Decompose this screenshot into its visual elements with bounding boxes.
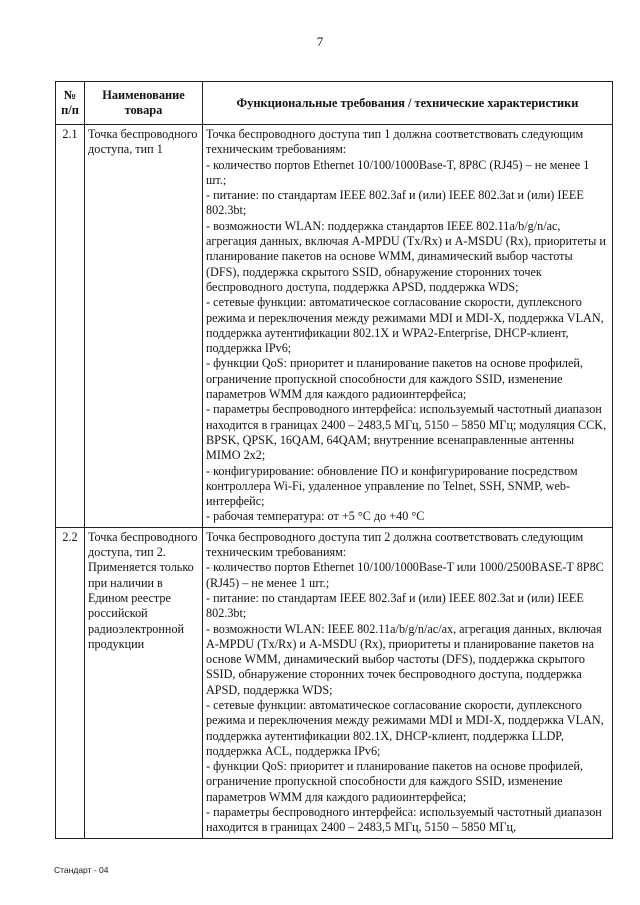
product-name: Точка беспроводного доступа, тип 2. Применяется только при наличии в Едином реестре российской радиоэлектронной продукции <box>85 527 203 838</box>
requirement-line: - возможности WLAN: поддержка стандартов IEEE 802.11a/b/g/n/ac, агрегация данных, включая A-MPDU (Tx/Rx) и A-MSDU (Rx), приоритеты и планирование пакетов на основе WMM, динамический выбор частоты (DFS), поддержка скрытого SSID, обнаружение сторонних точек беспроводного доступа, поддержка APSD, поддержка WDS; <box>206 218 606 294</box>
requirement-line: - питание: по стандартам IEEE 802.3af и (или) IEEE 802.3at и (или) IEEE 802.3bt; <box>206 590 584 621</box>
requirement-line: - сетевые функции: автоматическое согласование скорости, дуплексного режима и переключения между режимами MDI и MDI-X, поддержка VLAN, поддержка аутентификации 802.1X, DHCP-клиент, поддержка LLDP, поддержка ACL, поддержка IPv6; <box>206 697 604 758</box>
table-header-row <box>56 82 613 125</box>
row-number: 2.1 <box>56 125 85 528</box>
requirement-line: - количество портов Ethernet 10/100/1000Base-T или 1000/2500BASE-T 8P8C (RJ45) – не менее 1 шт.; <box>206 560 604 590</box>
requirement-line: - функции QoS: приоритет и планирование пакетов на основе профилей, ограничение пропускной способности для каждого SSID, изменение параметров WMM для каждого радиоинтерфейса; <box>206 356 583 402</box>
table-row <box>56 527 613 838</box>
header-requirements: Функциональные требования / технические характеристики <box>203 82 613 125</box>
header-name: Наименование товара <box>85 82 203 125</box>
requirement-line: - конфигурирование: обновление ПО и конфигурирование посредством контроллера Wi-Fi, удаленное управление по Telnet, SSH, SNMP, web-интерфейс; <box>206 463 578 509</box>
requirement-line: - сетевые функции: автоматическое согласование скорости, дуплексного режима и переключения между режимами MDI и MDI-X, поддержка VLAN, поддержка аутентификации 802.1X и WPA2-Enterprise, DHCP-клиент, поддержка IPv6; <box>206 295 604 356</box>
product-name: Точка беспроводного доступа, тип 1 <box>85 125 203 528</box>
product-requirements <box>203 125 613 528</box>
requirement-line: - возможности WLAN: IEEE 802.11a/b/g/n/ac/ax, агрегация данных, включая A-MPDU (Tx/Rx) и A-MSDU (Rx), приоритеты и планирование пакетов на основе WMM, динамический выбор частоты (DFS), поддержка скрытого SSID, обнаружение сторонних точек беспроводного доступа, поддержка APSD, поддержка WDS; <box>206 621 602 697</box>
row-number: 2.2 <box>56 527 85 838</box>
page-number: 7 <box>316 34 324 49</box>
requirement-line: Точка беспроводного доступа тип 2 должна соответствовать следующим техническим требованиям: <box>206 529 584 560</box>
requirement-line: - параметры беспроводного интерфейса: используемый частотный диапазон находится в границах 2400 – 2483,5 МГц, 5150 – 5850 МГц; модуляция CCK, BPSK, QPSK, 16QAM, 64QAM; внутренние всенаправленные антенны MIMO 2x2; <box>206 402 607 463</box>
footer-label: Стандарт - 04 <box>54 865 109 875</box>
requirement-line: - питание: по стандартам IEEE 802.3af и (или) IEEE 802.3at и (или) IEEE 802.3bt; <box>206 188 584 218</box>
requirement-line: - параметры беспроводного интерфейса: используемый частотный диапазон находится в границах 2400 – 2483,5 МГц, 5150 – 5850 МГц, <box>206 805 602 835</box>
spec-table <box>55 81 613 839</box>
requirement-line: - количество портов Ethernet 10/100/1000Base-T, 8P8C (RJ45) – не менее 1 шт.; <box>206 157 590 187</box>
requirement-line: - рабочая температура: от +5 °С до +40 °С <box>206 509 425 524</box>
requirement-line: - функции QoS: приоритет и планирование пакетов на основе профилей, ограничение пропускной способности для каждого SSID, изменение параметров WMM для каждого радиоинтерфейса; <box>206 759 583 804</box>
product-requirements <box>203 527 613 838</box>
requirement-line: Точка беспроводного доступа тип 1 должна соответствовать следующим техническим требованиям: <box>206 127 584 157</box>
header-num: № п/п <box>56 82 85 125</box>
table-row <box>56 125 613 528</box>
